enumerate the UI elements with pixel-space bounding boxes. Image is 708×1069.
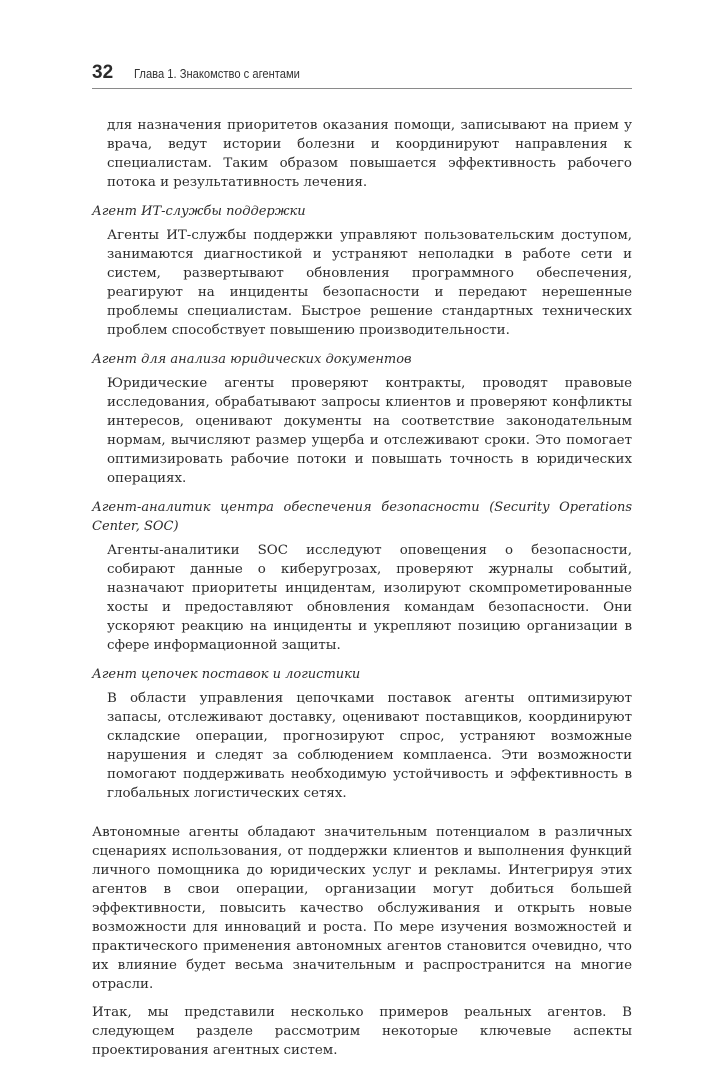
agent-text-it-support: Агенты ИТ-службы поддержки управляют пользовательским доступом, занимаются диагностикой и устраняют неполадки в работе сети и систем, развертывают обновления программного обеспечения, реагируют на инциденты безопасности и передают нерешенные проблемы специалистам. Быстрое решение стандартных технических проблем способствует повышению производительности.: [107, 228, 632, 338]
agent-section-it-support: [92, 202, 632, 340]
page-header: [92, 58, 632, 89]
conclusion-paragraph: Автономные агенты обладают значительным потенциалом в различных сценариях использования, от поддержки клиентов и выполнения функций личного помощника до юридических услуг и рекламы. Интегрируя этих агентов в свои операции, организации могут добиться большей эффективности, повысить качество обслуживания и открыть новые возможности для инноваций и роста. По мере изучения возможностей и практического применения автономных агентов становится очевидно, что их влияние будет весьма значительным и распространится на многие отрасли.: [92, 825, 632, 992]
page-number: 32: [92, 62, 114, 83]
chapter-title: Глава 1. Знакомство с агентами: [134, 66, 300, 81]
agent-section-legal: [92, 350, 632, 488]
agent-title-it-support: Агент ИТ-службы поддержки: [92, 204, 306, 219]
agent-text-supply-chain: В области управления цепочками поставок агенты оптимизируют запасы, отслеживают доставку, оценивают поставщиков, координируют складские операции, прогнозируют спрос, устраняют возможные нарушения и следят за соблюдением комплаенса. Эти возможности помогают поддерживать необходимую устойчивость и эффективность в глобальных логистических сетях.: [107, 691, 632, 801]
agent-section-soc: [92, 498, 632, 655]
agent-title-soc: Агент-аналитик центра обеспечения безопасности (Security Operations Center, SOC): [92, 500, 632, 534]
agent-section-supply-chain: [92, 665, 632, 803]
summary-paragraph: Итак, мы представили несколько примеров реальных агентов. В следующем разделе рассмотрим некоторые ключевые аспекты проектирования агентных систем.: [92, 1005, 632, 1058]
agent-title-legal: Агент для анализа юридических документов: [92, 352, 412, 367]
page-content: [92, 116, 632, 1069]
agent-text-soc: Агенты-аналитики SOC исследуют оповещения о безопасности, собирают данные о киберугрозах, проверяют журналы событий, назначают приоритеты инцидентам, изолируют скомпрометированные хосты и предоставляют обновления командам безопасности. Они ускоряют реакцию на инциденты и укрепляют позицию организации в сфере информационной защиты.: [107, 543, 632, 653]
agent-title-supply-chain: Агент цепочек поставок и логистики: [92, 667, 361, 682]
intro-paragraph: для назначения приоритетов оказания помощи, записывают на прием у врача, ведут истории болезни и координируют направления к специалистам. Таким образом повышается эффективность рабочего потока и результативность лечения.: [107, 118, 632, 190]
agent-text-legal: Юридические агенты проверяют контракты, проводят правовые исследования, обрабатывают запросы клиентов и проверяют конфликты интересов, оценивают документы на соответствие законодательным нормам, вычисляют размер ущерба и отслеживают сроки. Это помогает оптимизировать рабочие потоки и повышать точность в юридических операциях.: [107, 376, 632, 486]
